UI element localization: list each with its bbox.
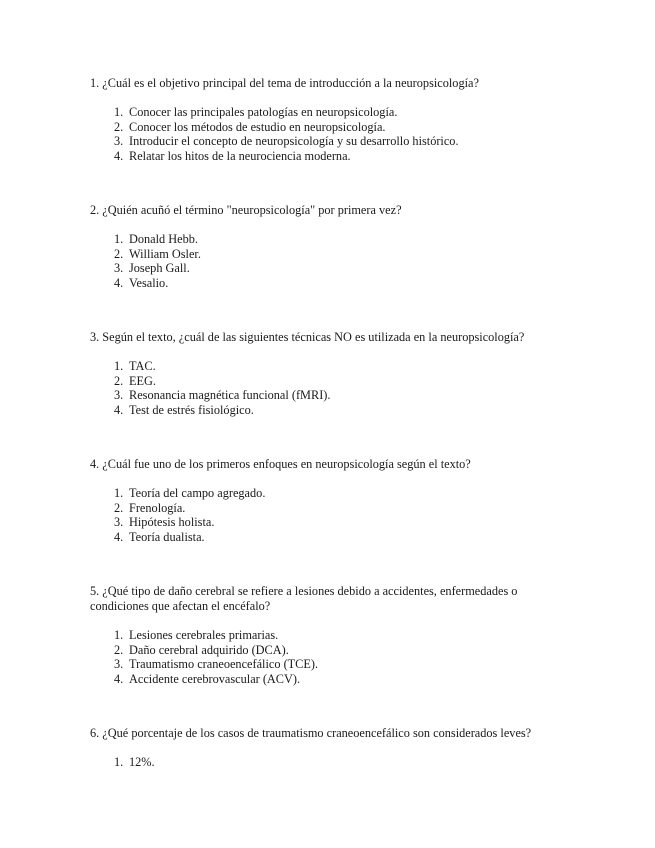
question-text: 2. ¿Quién acuñó el término "neuropsicología" por primera vez? [90, 203, 402, 217]
option-number: 4. [114, 149, 124, 164]
option-number: 2. [114, 246, 124, 261]
option-number: 1. [114, 755, 124, 769]
option-number: 1. [114, 486, 124, 500]
option-item [90, 374, 570, 389]
option-text: Joseph Gall. [129, 261, 190, 276]
option-text: Conocer los métodos de estudio en neuropsicología. [129, 119, 386, 134]
options-list [90, 105, 570, 164]
option-item [90, 276, 570, 291]
option-item [90, 388, 570, 403]
option-number: 2. [114, 642, 124, 657]
option-number: 2. [114, 500, 124, 515]
option-number: 1. [114, 359, 124, 373]
option-item [90, 501, 570, 516]
question-text: 1. ¿Cuál es el objetivo principal del tema de introducción a la neuropsicología? [90, 76, 479, 90]
option-text: Resonancia magnética funcional (fMRI). [129, 388, 331, 403]
option-number: 4. [114, 530, 124, 545]
question-text: 4. ¿Cuál fue uno de los primeros enfoques en neuropsicología según el texto? [90, 457, 471, 471]
question-2 [90, 203, 570, 291]
question-1 [90, 76, 570, 164]
option-text: Daño cerebral adquirido (DCA). [129, 642, 289, 657]
option-item [90, 515, 570, 530]
question-6 [90, 726, 570, 770]
option-text: EEG. [129, 373, 156, 388]
option-number: 3. [114, 388, 124, 403]
option-item [90, 657, 570, 672]
option-item [90, 755, 570, 770]
option-text: TAC. [129, 359, 156, 373]
option-text: Accidente cerebrovascular (ACV). [129, 672, 301, 687]
option-number: 4. [114, 672, 124, 687]
options-list [90, 232, 570, 291]
option-number: 4. [114, 403, 124, 418]
option-text: Teoría del campo agregado. [129, 486, 266, 500]
option-item [90, 232, 570, 247]
option-item [90, 261, 570, 276]
question-5 [90, 584, 570, 687]
option-text: Relatar los hitos de la neurociencia moderna. [129, 149, 351, 164]
option-number: 3. [114, 657, 124, 672]
options-list [90, 486, 570, 545]
option-number: 1. [114, 232, 124, 246]
question-text: 5. ¿Qué tipo de daño cerebral se refiere a lesiones debido a accidentes, enfermedades o condiciones que afectan el encéfalo? [90, 584, 518, 613]
option-text: Lesiones cerebrales primarias. [129, 628, 279, 642]
option-item [90, 530, 570, 545]
option-item [90, 359, 570, 374]
option-text: Teoría dualista. [129, 530, 205, 545]
option-text: Conocer las principales patologías en neuropsicología. [129, 105, 398, 119]
option-text: Donald Hebb. [129, 232, 198, 246]
option-text: Vesalio. [129, 276, 169, 291]
option-item [90, 403, 570, 418]
options-list [90, 755, 570, 770]
question-text: 6. ¿Qué porcentaje de los casos de traumatismo craneoencefálico son considerados leves? [90, 726, 532, 740]
option-number: 2. [114, 373, 124, 388]
option-number: 1. [114, 628, 124, 642]
option-item [90, 628, 570, 643]
option-number: 4. [114, 276, 124, 291]
option-item [90, 134, 570, 149]
option-number: 3. [114, 261, 124, 276]
option-text: Traumatismo craneoencefálico (TCE). [129, 657, 319, 672]
option-text: Introducir el concepto de neuropsicología y su desarrollo histórico. [129, 134, 459, 149]
option-item [90, 486, 570, 501]
option-item [90, 105, 570, 120]
option-text: Hipótesis holista. [129, 515, 215, 530]
option-number: 2. [114, 119, 124, 134]
option-item [90, 120, 570, 135]
question-4 [90, 457, 570, 545]
option-text: William Osler. [129, 246, 201, 261]
option-text: Test de estrés fisiológico. [129, 403, 254, 418]
option-text: 12%. [129, 755, 155, 769]
question-text: 3. Según el texto, ¿cuál de las siguientes técnicas NO es utilizada en la neuropsicología? [90, 330, 525, 344]
option-number: 3. [114, 515, 124, 530]
option-number: 3. [114, 134, 124, 149]
option-number: 1. [114, 105, 124, 119]
option-item [90, 643, 570, 658]
option-item [90, 247, 570, 262]
option-text: Frenología. [129, 500, 186, 515]
option-item [90, 149, 570, 164]
question-3 [90, 330, 570, 418]
option-item [90, 672, 570, 687]
options-list [90, 628, 570, 687]
options-list [90, 359, 570, 418]
